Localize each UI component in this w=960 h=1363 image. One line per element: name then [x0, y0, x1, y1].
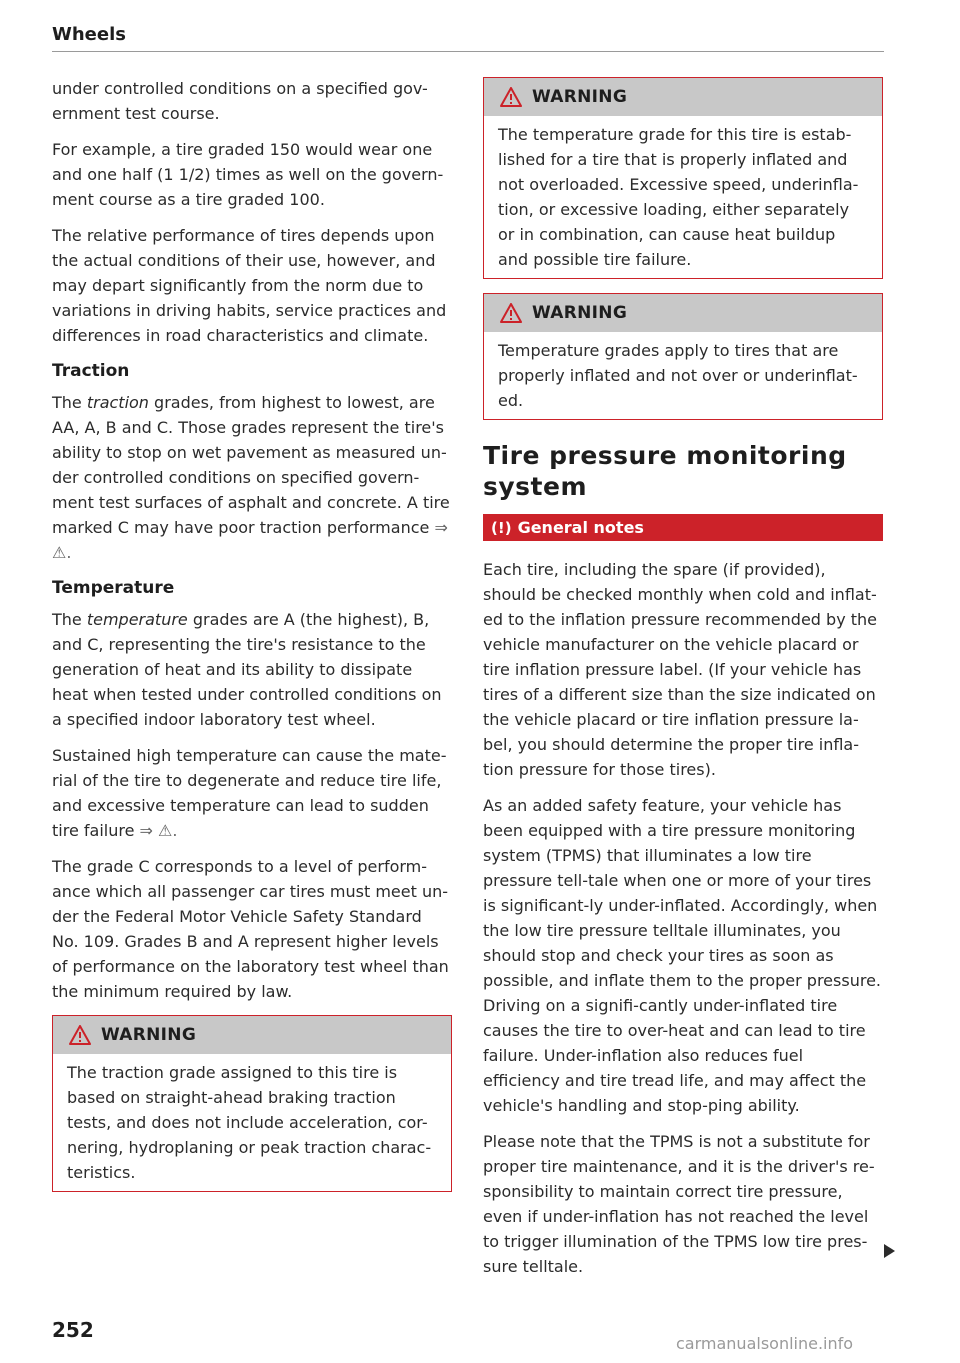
header-divider	[52, 51, 884, 52]
sustained-temperature-paragraph: Sustained high temperature can cause the mate-rial of the tire to degenerate and reduce tire life, and excessive temperature can lead to sudden tire failure ⇒ ⚠.	[52, 746, 447, 840]
right-column	[483, 76, 883, 1290]
left-paragraph-3: The relative performance of tires depends upon the actual conditions of their use, however, and may depart significantly from the norm due to variations in driving habits, service practices and differences in road characteristics and climate.	[52, 226, 447, 345]
traction-heading: Traction	[52, 361, 130, 381]
traction-paragraph: The traction grades, from highest to lowest, are AA, A, B and C. Those grades represent the tire's ability to stop on wet pavement as measured un-der controlled conditions on specified govern-ment test surfaces of asphalt and concrete. A tire marked C may have poor traction performance ⇒ ⚠.	[52, 393, 450, 562]
warning-triangle-icon	[500, 87, 522, 107]
general-notes-bar	[483, 514, 883, 541]
temperature-heading: Temperature	[52, 578, 175, 598]
page-number: 252	[52, 1318, 94, 1342]
watermark: carmanualsonline.info	[676, 1334, 854, 1353]
caution-circle-icon: (!)	[491, 518, 512, 537]
traction-warning-ref[interactable]: ⇒ ⚠.	[52, 518, 448, 562]
warning-title: WARNING	[101, 1025, 197, 1045]
warning-header	[484, 78, 882, 116]
warning-triangle-icon	[69, 1025, 91, 1045]
warning-text: Temperature grades apply to tires that are properly inflated and not over or underinflat-ed.	[498, 341, 858, 410]
grade-c-paragraph: The grade C corresponds to a level of perform-ance which all passenger car tires must meet un-der the Federal Motor Vehicle Safety Standard No. 109. Grades B and A represent higher levels of performance on the laboratory test wheel than the minimum required by law.	[52, 857, 449, 1001]
page-header-title: Wheels	[52, 24, 126, 45]
warning-text: The traction grade assigned to this tire is based on straight-ahead braking traction tests, and does not include acceleration, cor-nering, hydroplaning or peak traction charac-teristics.	[67, 1063, 432, 1182]
temperature-emphasis: temperature	[86, 610, 188, 629]
section-title: Tire pressure monitoring system	[483, 441, 847, 501]
continue-arrow-icon	[884, 1244, 895, 1258]
warning-text: The temperature grade for this tire is estab-lished for a tire that is properly inflated and not overloaded. Excessive speed, underinfla-tion, or excessive loading, either separately or in combination, can cause heat buildup and possible tire failure.	[498, 125, 859, 269]
right-paragraph-3: Please note that the TPMS is not a substitute for proper tire maintenance, and it is the driver's re-sponsibility to maintain correct tire pressure, even if under-inflation has not reached the level to trigger illumination of the TPMS low tire pres-sure telltale.	[483, 1132, 875, 1276]
right-paragraph-2: As an added safety feature, your vehicle has been equipped with a tire pressure monitoring system (TPMS) that illuminates a low tire pressure tell-tale when one or more of your tires is significant-ly under-inflated. Accordingly, when the low tire pressure telltale illuminates, you should stop and check your tires as soon as possible, and inflate them to the proper pressure. Driving on a signifi-cantly under-inflated tire causes the tire to over-heat and can lead to tire failure. Under-inflation also reduces fuel efficiency and tire tread life, and may affect the vehicle's handling and stop-ping ability.	[483, 796, 881, 1115]
general-notes-title: General notes	[517, 518, 644, 537]
left-column	[52, 76, 452, 1206]
warning-header	[484, 294, 882, 332]
sustained-warning-ref[interactable]: ⇒ ⚠.	[139, 821, 178, 840]
warning-header	[53, 1016, 451, 1054]
warning-title: WARNING	[532, 87, 628, 107]
warning-title: WARNING	[532, 303, 628, 323]
temperature-warning-box	[483, 77, 883, 279]
grades-warning-box	[483, 293, 883, 420]
traction-warning-box	[52, 1015, 452, 1192]
warning-triangle-icon	[500, 303, 522, 323]
right-paragraph-1: Each tire, including the spare (if provided), should be checked monthly when cold and inflat-ed to the inflation pressure recommended by the vehicle manufacturer on the vehicle placard or tire inflation pressure label. (If your vehicle has tires of a different size than the size indicated on the vehicle placard or tire inflation pressure la-bel, you should determine the proper tire infla-tion pressure for those tires).	[483, 560, 877, 779]
traction-emphasis: traction	[86, 393, 149, 412]
left-paragraph-2: For example, a tire graded 150 would wear one and one half (1 1/2) times as well on the govern-ment course as a tire graded 100.	[52, 140, 444, 209]
temperature-paragraph: The temperature grades are A (the highest), B, and C, representing the tire's resistance to the generation of heat and its ability to dissipate heat when tested under controlled conditions on a specified indoor laboratory test wheel.	[52, 610, 442, 729]
left-paragraph-1: under controlled conditions on a specified gov-ernment test course.	[52, 79, 428, 123]
